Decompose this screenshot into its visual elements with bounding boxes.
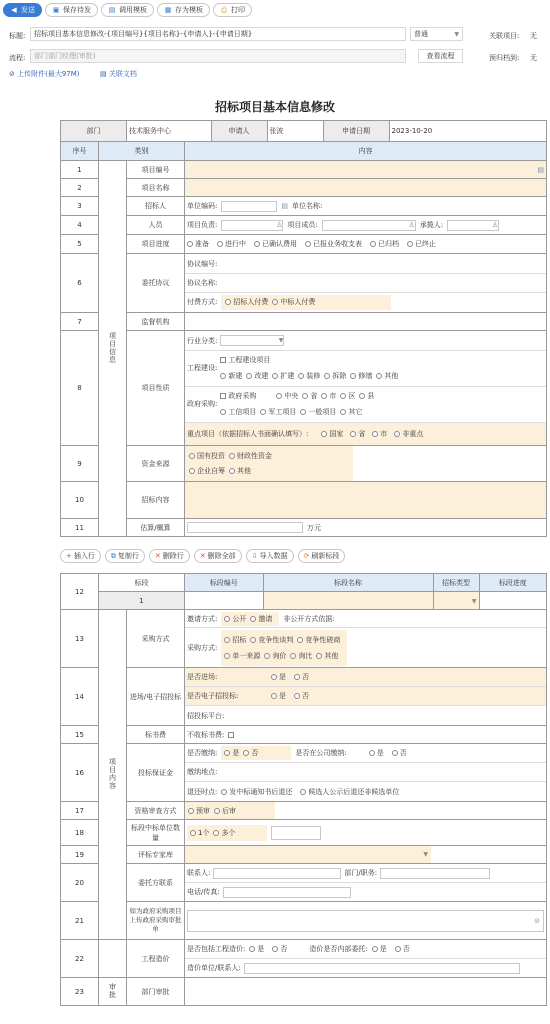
industry-select[interactable]: [220, 335, 284, 346]
radio-option[interactable]: 多个: [213, 828, 235, 838]
lot-type-header: 招标类型: [433, 574, 479, 591]
radio-option[interactable]: 否: [272, 944, 287, 954]
radio-option[interactable]: 其他: [229, 466, 251, 476]
save-draft-button[interactable]: ▣ 保存待发: [45, 3, 98, 17]
radio-option[interactable]: 已终止: [407, 239, 436, 249]
radio-option[interactable]: 否: [294, 672, 309, 682]
radio-option[interactable]: 军工项目: [260, 407, 296, 417]
delete-all-button[interactable]: ✕ 删除全部: [194, 549, 242, 563]
lot-no-header: 标段编号: [185, 574, 263, 591]
dept-approval-field[interactable]: [185, 978, 547, 1006]
refresh-icon: ⟳: [303, 552, 310, 560]
plus-icon: +: [66, 552, 72, 560]
radio-option[interactable]: 1个: [190, 828, 209, 838]
print-button[interactable]: ⎙ 打印: [213, 3, 252, 17]
chevron-down-icon: ▼: [471, 597, 477, 605]
dept-label: 部门: [61, 121, 127, 142]
date-label: 申请日期: [323, 121, 389, 141]
save-template-button[interactable]: ▦ 存为模板: [157, 3, 210, 17]
send-button[interactable]: ◀ 发送: [3, 3, 42, 17]
project-no-input[interactable]: [185, 161, 547, 179]
upload-link[interactable]: ⊘ 上传附件(最大97M): [9, 70, 80, 78]
row-label: 投标保证金: [127, 744, 185, 802]
row-label: 监督机构: [127, 313, 185, 331]
checkbox-option[interactable]: 工程建设项目: [220, 355, 270, 365]
row-label: 项目名称: [127, 179, 185, 197]
category-header: 类别: [99, 142, 185, 161]
paperclip-icon[interactable]: ⊘: [534, 916, 540, 925]
radio-option[interactable]: 招标: [224, 635, 246, 645]
no-fee-checkbox[interactable]: [228, 732, 234, 738]
delete-row-button[interactable]: ✕ 删除行: [149, 549, 190, 563]
copy-icon: ⧉: [110, 551, 116, 560]
radio-option[interactable]: 财政性资金: [229, 451, 272, 461]
radio-option[interactable]: 后审: [214, 806, 236, 816]
radio-option[interactable]: 非重点: [394, 429, 423, 439]
row-label: 招标内容: [127, 482, 185, 519]
radio-option[interactable]: 省: [302, 391, 317, 401]
document-icon: ▤: [100, 70, 107, 78]
chevron-down-icon: ▼: [454, 30, 459, 38]
radio-option[interactable]: 中标人付费: [272, 297, 315, 307]
row-label: 资金来源: [127, 446, 185, 482]
row-label: 进场/电子招投标: [127, 668, 185, 726]
import-data-button[interactable]: ⇩ 导入数据: [246, 549, 294, 563]
date-value[interactable]: 2023-10-20: [391, 127, 433, 135]
contact-input[interactable]: [213, 868, 341, 879]
radio-option[interactable]: 是: [369, 748, 384, 758]
related-project-value[interactable]: 无: [530, 32, 537, 40]
subject-input[interactable]: 招标项目基本信息修改-{项目编号}{项目名称}-{申请人}-{申请日期}: [30, 27, 406, 41]
user-icon: ♙: [491, 220, 499, 229]
radio-option[interactable]: 扩建: [272, 371, 294, 381]
radio-option[interactable]: 已报业务收支表: [305, 239, 362, 249]
radio-option[interactable]: 改建: [246, 371, 268, 381]
radio-option[interactable]: 邀请: [250, 614, 272, 624]
supervision-input[interactable]: [185, 313, 547, 331]
row-actions: [60, 549, 345, 563]
radio-option[interactable]: 市: [321, 391, 336, 401]
lot-name-input[interactable]: [263, 592, 433, 609]
radio-option[interactable]: 否: [294, 691, 309, 701]
radio-option[interactable]: 已归档: [370, 239, 399, 249]
radio-option[interactable]: 国家: [321, 429, 343, 439]
radio-option[interactable]: 中央: [276, 391, 298, 401]
trash-icon: ✕: [154, 552, 161, 560]
expert-library-select[interactable]: [185, 846, 431, 863]
row-label: 委托协议: [127, 254, 185, 313]
row-label: 项目性质: [127, 331, 185, 446]
radio-option[interactable]: 否: [243, 748, 258, 758]
form-table-top: 部门 技术服务中心 申请人 张波 申请日期 2023-10-20 序号 类别 内容 1 项目信息 项目编号 ▤ 2 项目名称 3 招标人 单位编码: ▤ 单位名称: 4 人员 项目负责: ♙ 项目成员: ♙ 承揽人: ♙ 5 项目进度 准备 进行中 已确认费用 已报业务收支表 已归档 已终止 6 委托协议 协议编号: 协议名称: 付费方式: 招标人付费 中标人付费 7 监督机构 8 项目性质 行业分类: ▼ 工程建设: 工程建设项目 新建 改建 扩建 装修 拆除 修缮 其他 政府采购: 政府采购 中央 省 市 区 县 工信项目 军工项目 一般项目 其它 重点项目（依据招标人书面确认填写）: 国家 省 市 非重点 9 资金来源 国有投资 财政性资金 企业自筹 其他 10 招标内容 11 估算/概算 万元: [60, 120, 547, 537]
radio-option[interactable]: 一般项目: [300, 407, 336, 417]
user-icon: ♙: [276, 220, 283, 229]
radio-option[interactable]: 发中标通知书后退还: [221, 787, 292, 797]
row-label: 项目编号: [127, 161, 185, 179]
radio-option[interactable]: 准备: [187, 239, 209, 249]
radio-option[interactable]: 新建: [220, 371, 242, 381]
form-table-bottom: 12 标段 标段编号 标段名称 招标类型 标段进度 1 ▼ 13 项目内容 采购方式 邀请方式: 公开 邀请 非公开方式依据: 采购方式: 招标 竞争性谈判 竞争性磋商 单一来源 询价 询比 其他 14 进场/电子招投标 是否进场: 是 否 是否电子招投标: 是 否 招投标平台: 15 标书费 不收标书费: 16 投标保证金 是否缴纳: 是 否 是否在公司缴纳: 是 否 缴纳地点: 退还时点: 发中标通知书后退还 候选人公示后退还非候选单位 17 资格审查方式 预审 后审 18 标段中标单位数量 1个 多个 19 评标专家库 ▼ 20 委托方联系 联系人: 部门/职务: 电话/传真: 21 如为政府采购项目上传政府采购审批单 ⊘ 22 工程造价 是否包括工程造价: 是 否 造价是否内部委托: 是 否 造价单位/联系人: 23 审批 部门审批: [60, 573, 547, 1006]
phone-input[interactable]: [223, 887, 351, 898]
send-icon: ◀: [11, 6, 17, 14]
radio-option[interactable]: 企业自筹: [189, 466, 225, 476]
lot-name-header: 标段名称: [263, 574, 433, 591]
toolbar: [0, 0, 550, 20]
lot-progress-input[interactable]: [479, 592, 546, 609]
row-label: 采购方式: [127, 610, 185, 668]
lot-progress-header: 标段进度: [479, 574, 546, 591]
row-label: 标书费: [127, 726, 185, 744]
subject-label: 标题:: [9, 32, 26, 40]
radio-option[interactable]: 询比: [290, 651, 312, 661]
picker-icon[interactable]: ▤: [281, 202, 288, 210]
row-label: 评标专家库: [127, 846, 185, 864]
row-label: 招标人: [127, 197, 185, 216]
flow-label: 流程:: [9, 54, 26, 62]
chevron-down-icon: ▼: [423, 851, 428, 858]
template-icon: ▤: [108, 6, 116, 14]
radio-option[interactable]: 是: [249, 944, 264, 954]
lot-type-select[interactable]: [433, 592, 479, 609]
radio-option[interactable]: 省: [350, 429, 365, 439]
row-label: 标段中标单位数量: [127, 820, 185, 846]
row-label: 项目进度: [127, 235, 185, 254]
radio-option[interactable]: 国有投资: [189, 451, 225, 461]
save-icon: ▣: [52, 6, 60, 14]
row-label: 人员: [127, 216, 185, 235]
save-template-icon: ▦: [164, 6, 172, 14]
print-icon: ⎙: [221, 6, 227, 14]
radio-option[interactable]: 预审: [188, 806, 210, 816]
radio-option[interactable]: 县: [359, 391, 374, 401]
picker-icon[interactable]: ▤: [537, 165, 544, 174]
trash-icon: ✕: [199, 552, 206, 560]
radio-option[interactable]: 区: [340, 391, 355, 401]
checkbox-option[interactable]: 政府采购: [220, 391, 256, 401]
dept-position-input[interactable]: [380, 868, 490, 879]
group-project-info: 项目信息: [108, 331, 117, 364]
view-flow-button[interactable]: 查看流程: [418, 49, 463, 63]
related-project-label: 关联项目:: [489, 32, 520, 40]
row-label: 工程造价: [127, 940, 185, 978]
radio-option[interactable]: 其它: [340, 407, 362, 417]
group-project-content: 项目内容: [108, 757, 117, 790]
row-label: 委托方联系: [127, 864, 185, 902]
estimate-input[interactable]: [187, 522, 303, 533]
radio-option[interactable]: 修缮: [350, 371, 372, 381]
approval-upload-field[interactable]: [187, 910, 544, 932]
deadline-label: 预归档到:: [489, 54, 520, 62]
paperclip-icon: ⊘: [9, 70, 15, 78]
radio-option[interactable]: 询价: [264, 651, 286, 661]
radio-option[interactable]: 市: [372, 429, 387, 439]
radio-option[interactable]: 竞争性谈判: [250, 635, 293, 645]
member-input[interactable]: [322, 220, 416, 231]
radio-option[interactable]: 公开: [224, 614, 246, 624]
radio-option[interactable]: 是: [271, 691, 286, 701]
content-header: 内容: [185, 142, 547, 161]
radio-option[interactable]: 进行中: [217, 239, 246, 249]
applicant-label: 申请人: [211, 121, 267, 141]
form-title: 招标项目基本信息修改: [214, 100, 335, 114]
radio-option[interactable]: 候选人公示后退还非候选单位: [300, 787, 399, 797]
import-icon: ⇩: [251, 552, 258, 560]
radio-option[interactable]: 否: [395, 944, 410, 954]
radio-option[interactable]: 工信项目: [220, 407, 256, 417]
lot-no-input[interactable]: [185, 592, 263, 609]
deadline-value[interactable]: 无: [530, 54, 537, 62]
radio-option[interactable]: 竞争性磋商: [297, 635, 340, 645]
radio-option[interactable]: 招标人付费: [225, 297, 268, 307]
user-icon: ♙: [408, 220, 415, 229]
applicant-value: 张波: [267, 121, 323, 141]
radio-option[interactable]: 已确认费用: [254, 239, 297, 249]
row-label: 资格审查方式: [127, 802, 185, 820]
radio-option[interactable]: 是: [224, 748, 239, 758]
seq-header: 序号: [61, 142, 99, 161]
radio-option[interactable]: 其他: [376, 371, 398, 381]
flow-input[interactable]: 部门部门经理(审批): [30, 49, 406, 63]
radio-option[interactable]: 是: [271, 672, 286, 682]
radio-option[interactable]: 其他: [316, 651, 338, 661]
cost-unit-input[interactable]: [244, 963, 520, 974]
row-label: 如为政府采购项目上传政府采购审批单: [127, 902, 185, 940]
lot-winner-count-input[interactable]: [271, 826, 321, 840]
dept-value: 技术服务中心: [127, 121, 211, 141]
radio-option[interactable]: 拆除: [324, 371, 346, 381]
project-name-input[interactable]: [185, 179, 547, 197]
row-label: 部门审批: [127, 978, 185, 1006]
radio-option[interactable]: 否: [392, 748, 407, 758]
group-approval: 审批: [108, 982, 117, 999]
unit-code-input[interactable]: [221, 201, 277, 212]
priority-select[interactable]: 普通 ▼: [410, 27, 463, 41]
bid-content-input[interactable]: [185, 482, 547, 519]
handler-input[interactable]: [447, 220, 499, 231]
refresh-lots-button[interactable]: ⟳ 刷新标段: [298, 549, 346, 563]
owner-input[interactable]: [221, 220, 283, 231]
radio-option[interactable]: 装修: [298, 371, 320, 381]
copy-row-button[interactable]: ⧉ 复制行: [105, 549, 145, 563]
radio-option[interactable]: 是: [372, 944, 387, 954]
chevron-down-icon: ▼: [278, 337, 284, 344]
radio-option[interactable]: 单一来源: [224, 651, 260, 661]
use-template-button[interactable]: ▤ 调用模板: [101, 3, 154, 17]
insert-row-button[interactable]: + 插入行: [60, 549, 101, 563]
row-label: 估算/概算: [127, 519, 185, 537]
related-doc-link[interactable]: ▤ 关联文档: [100, 70, 137, 78]
lot-row-no: 1: [99, 592, 185, 610]
lots-label: 标段: [99, 574, 185, 592]
